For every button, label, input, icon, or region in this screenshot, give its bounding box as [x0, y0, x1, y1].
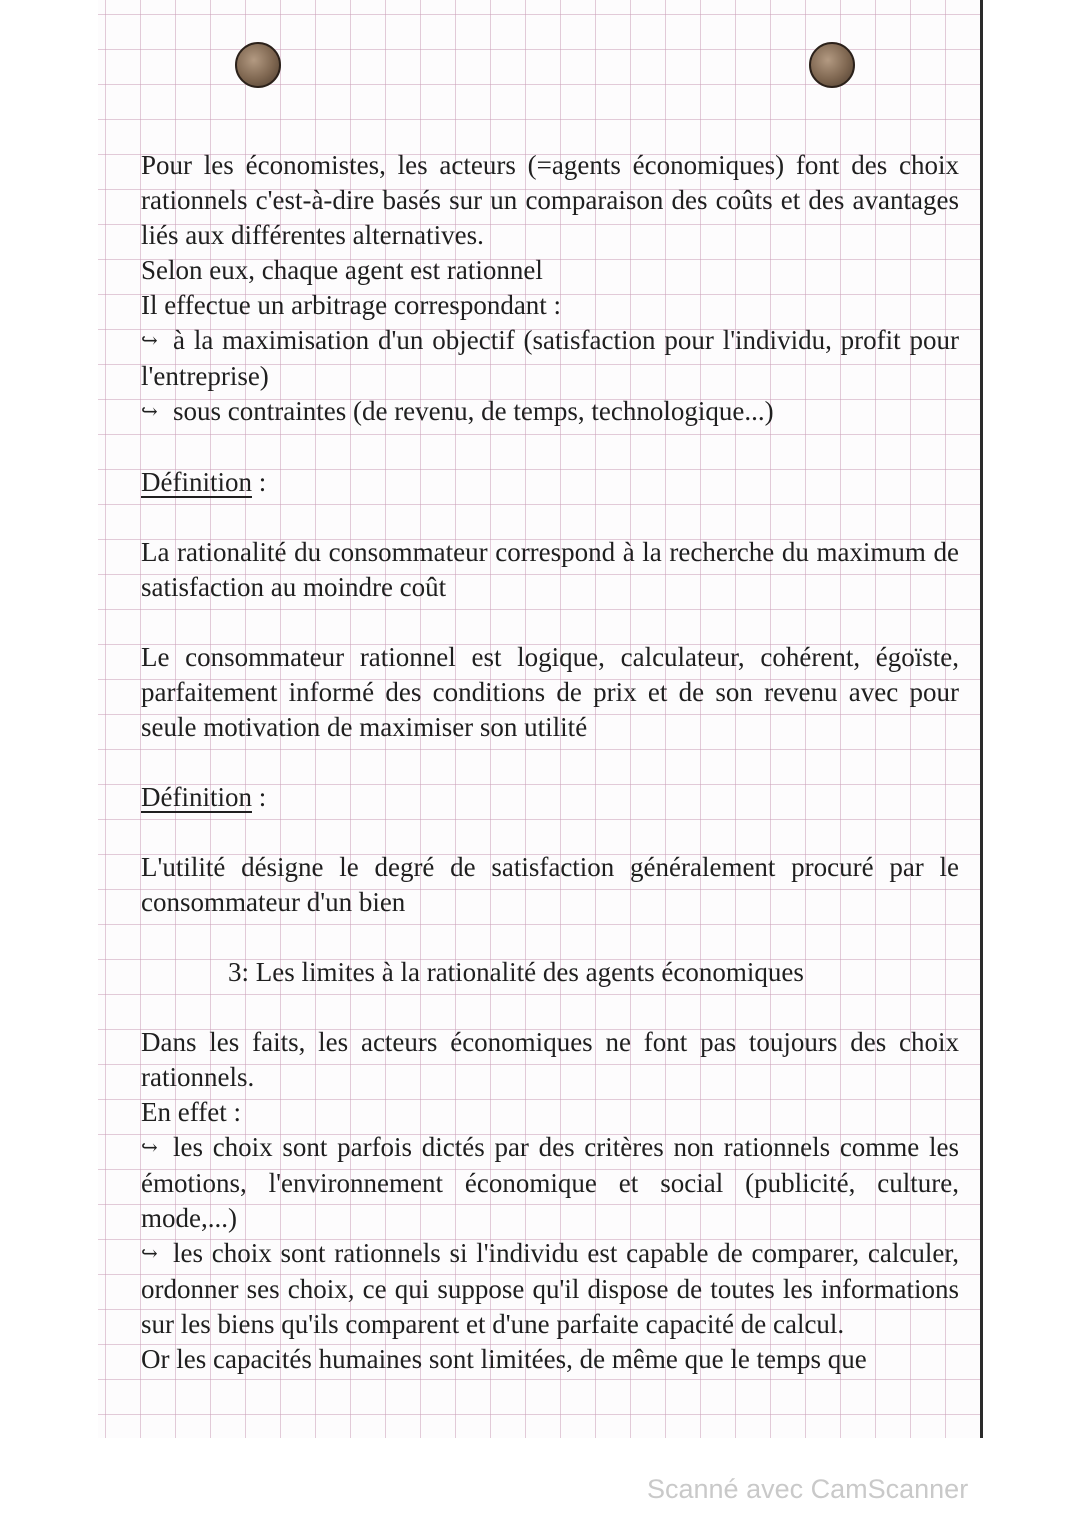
definition-utilite: L'utilité désigne le degré de satisfaction généralement procuré par le consommateur d'un bien [141, 852, 959, 917]
limites-intro-paragraph: Dans les faits, les acteurs économiques ne font pas toujours des choix rationnels. [141, 1027, 959, 1092]
intro-paragraph: Pour les économistes, les acteurs (=agents économiques) font des choix rationnels c'est-à-dire basés sur un comparaison des coûts et des avantages liés aux différentes alternatives. [141, 150, 959, 250]
capacites-line: Or les capacités humaines sont limitées, de même que le temps que [141, 1344, 867, 1374]
consommateur-rationnel-paragraph: Le consommateur rationnel est logique, calculateur, cohérent, égoïste, parfaitement informé des conditions de prix et de son revenu avec pour seule motivation de maximiser son utilité [141, 642, 959, 742]
definition-heading-2: Définition : [141, 782, 267, 812]
hook-arrow-icon: ↪ [141, 401, 158, 423]
definition-heading-1: Définition : [141, 467, 267, 497]
arbitrage-line: Il effectue un arbitrage correspondant : [141, 290, 562, 320]
bullet-maximisation: ↪ à la maximisation d'un objectif (satisfaction pour l'individu, profit pour l'entreprise) [141, 325, 959, 391]
camscanner-watermark: Scanné avec CamScanner [647, 1474, 969, 1504]
bullet-contraintes: ↪ sous contraintes (de revenu, de temps, technologique...) [141, 394, 959, 430]
bullet-information: ↪ les choix sont rationnels si l'individu est capable de comparer, calculer, ordonner ses choix, ce qui suppose qu'il dispose de toutes les informations sur les biens qu'ils comparent et d'une parfaite capacité de calcul. [141, 1238, 959, 1339]
hook-arrow-icon: ↪ [141, 1137, 158, 1159]
punch-hole-right [809, 42, 855, 88]
definition-rationalite: La rationalité du consommateur correspond à la recherche du maximum de satisfaction au moindre coût [141, 537, 959, 602]
paper-edge [980, 0, 983, 1438]
rational-agent-line: Selon eux, chaque agent est rationnel [141, 255, 543, 285]
hook-arrow-icon: ↪ [141, 1243, 158, 1265]
notes-body [141, 148, 959, 1377]
bullet-criteres: ↪ les choix sont parfois dictés par des critères non rationnels comme les émotions, l'environnement économique et social (publicité, culture, mode,...) [141, 1132, 959, 1233]
en-effet-line: En effet : [141, 1097, 241, 1127]
section-heading-3: 3: Les limites à la rationalité des agents économiques [228, 957, 804, 987]
hook-arrow-icon: ↪ [141, 330, 158, 352]
punch-hole-left [235, 42, 281, 88]
